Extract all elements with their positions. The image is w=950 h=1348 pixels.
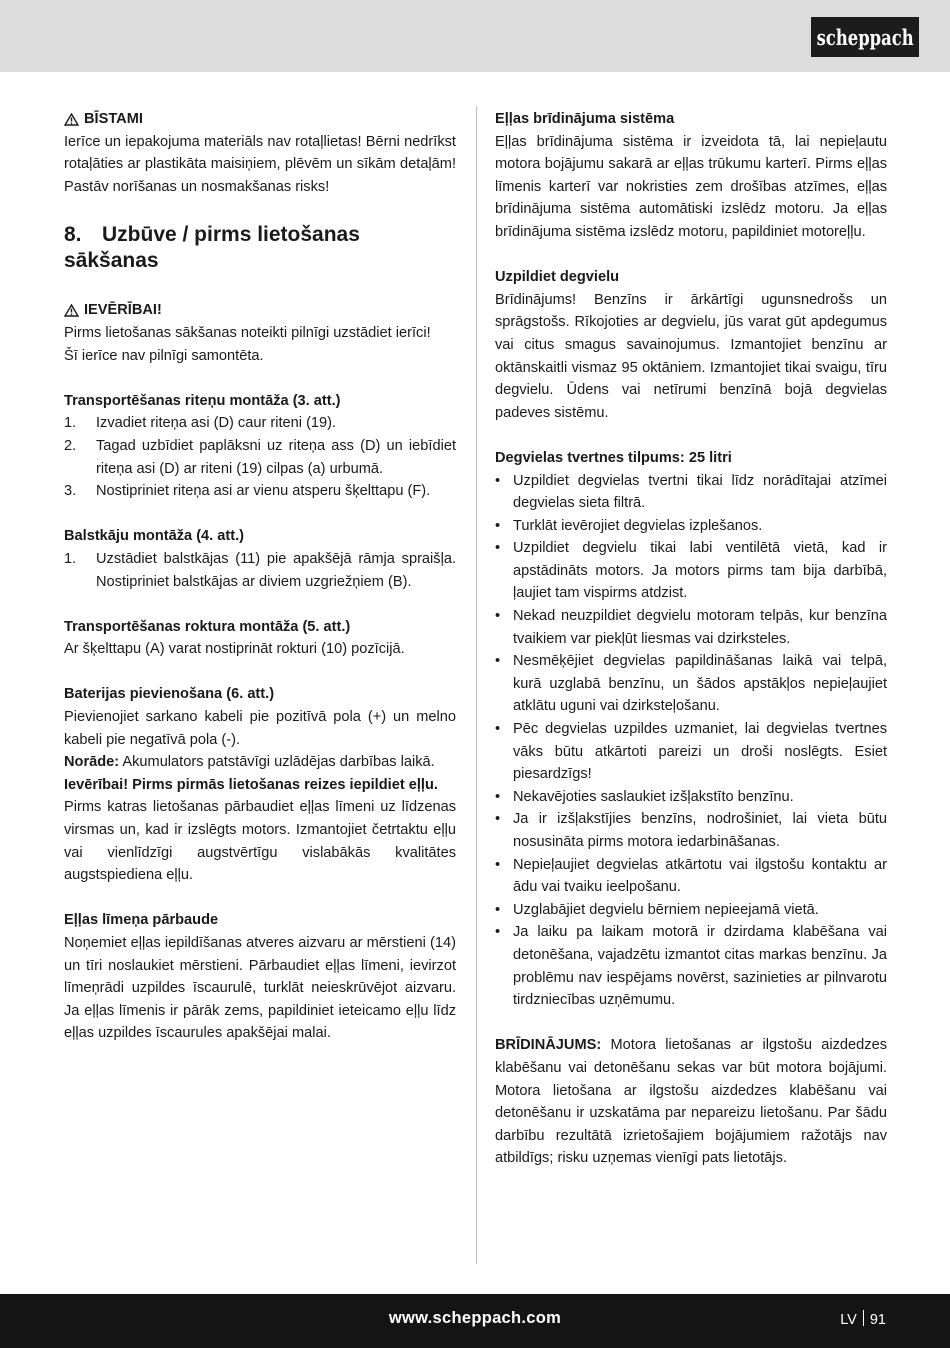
list-item: 3. Nostipriniet riteņa asi ar vienu atsperu šķelttapu (F).	[64, 483, 431, 500]
fill-warning: Ievērībai! Pirms pirmās lietošanas reizes iepildiet eļļu.	[64, 776, 438, 793]
battery-heading: Baterijas pievienošana (6. att.)	[64, 686, 275, 703]
feet-heading: Balstkāju montāža (4. att.)	[64, 528, 245, 545]
section-number: 8.	[64, 223, 82, 247]
list-item: • Nesmēķējiet degvielas papildināšanas laikā vai telpā, kurā uzglabā benzīnu, un šādos apstākļos nepieļaujiet atklātu uguni vai dzirksteļošanu.	[495, 653, 887, 715]
page-number	[840, 1310, 886, 1328]
danger-title: BĪSTAMI	[84, 111, 143, 127]
list-item: • Pēc degvielas uzpildes uzmaniet, lai degvielas tvertnes vāks būtu atkārtoti pareizi un droši noslēgts. Esiet piesardzīgs!	[495, 721, 887, 783]
list-item: • Nekad neuzpildiet degvielu motoram telpās, kur benzīna tvaikiem var piekļūt liesmas vai dzirksteles.	[495, 608, 887, 647]
danger-text: Ierīce un iepakojuma materiāls nav rotaļlietas! Bērni nedrīkst rotaļāties ar plastikāta maisiņiem, plēvēm un sīkām detaļām! Pastāv norīšanas un nosmakšanas risks!	[64, 133, 456, 195]
oil-warning-heading: Eļļas brīdinājuma sistēma	[495, 111, 675, 127]
attention-title: IEVĒRĪBAI!	[84, 302, 162, 319]
tank-bullets	[495, 470, 887, 1012]
wheels-heading: Transportēšanas riteņu montāža (3. att.)	[64, 392, 341, 409]
tank-heading: Degvielas tvertnes tilpums: 25 litri	[495, 449, 732, 466]
footer-url[interactable]: www.scheppach.com	[388, 1309, 562, 1327]
list-item: 2. Tagad uzbīdiet paplāksni uz riteņa ass (D) un iebīdiet riteņa asi (D) ar riteni (19) cilpas (a) urbumā.	[64, 437, 456, 477]
list-item: • Nepieļaujiet degvielas atkārtotu vai ilgstošu kontaktu ar ādu vai tvaiku ieelpošanu.	[495, 856, 887, 896]
danger-heading	[64, 108, 456, 131]
list-item: • Turklāt ievērojiet degvielas izplešanos.	[495, 517, 763, 534]
feet-steps	[64, 548, 456, 593]
note-paragraph	[64, 751, 456, 774]
column-divider	[476, 106, 477, 1264]
right-column	[495, 108, 887, 1170]
header-bar	[0, 0, 950, 72]
fuel-text: Brīdinājums! Benzīns ir ārkārtīgi ugunsnedrošs un sprāgstošs. Rīkojoties ar degvielu, jūs varat gūt apdegumus vai citus smagus savainojumus. Izmantojiet benzīnu ar oktānskaitli vismaz 95 oktāniem. Izmantojiet tikai svaigu, tīru degvielu. Ūdens vai netīrumi benzīnā bojā degvielas padeves sistēmu.	[495, 291, 887, 421]
handle-text: Ar šķelttapu (A) varat nostiprināt rokturi (10) pozīcijā.	[64, 641, 405, 658]
list-item: 1. Uzstādiet balstkājas (11) pie apakšējā rāmja spraišļa. Nostipriniet balstkājas ar diviem uzgriežņiem (B).	[64, 550, 456, 590]
final-warning-label: BRĪDINĀJUMS:	[495, 1037, 602, 1054]
language-code: LV	[840, 1312, 857, 1328]
fuel-heading: Uzpildiet degvielu	[495, 269, 620, 286]
page-number-value: 91	[869, 1312, 886, 1328]
final-warning-text: Motora lietošanas ar ilgstošu aizdedzes klabēšanu vai detonēšanu sekas var būt motora bojājumi. Motora lietošana ar ilgstošu aizdedzes klabēšanu vai detonēšanu ir uzskatāma par nepareizu lietošanu. Par šādu darbību rezultātā izrietošajiem bojājumiem ražotājs nav atbildīgs; risku uzņemas vienīgi pats lietotājs.	[495, 1037, 887, 1167]
attention-line-2: Šī ierīce nav pilnīgi samontēta.	[64, 347, 264, 364]
list-item: • Nekavējoties saslaukiet izšļakstīto benzīnu.	[495, 788, 794, 805]
warning-triangle-icon	[64, 304, 79, 317]
wheels-steps	[64, 412, 456, 502]
warning-triangle-icon	[64, 113, 79, 126]
brand-logo: scheppach	[811, 17, 919, 57]
attention-line-1: Pirms lietošanas sākšanas noteikti pilnīgi uzstādiet ierīci!	[64, 324, 431, 341]
note-text: Akumulators patstāvīgi uzlādējas darbības laikā.	[122, 754, 435, 771]
oil-level-text: Noņemiet eļļas iepildīšanas atveres aizvaru ar mērstieni (14) un tīri noslaukiet mērstieni. Pārbaudiet eļļas līmeni, ievirzot līmeņrādi uzpildes īscaurulē, turklāt neieskrūvējot aizvaru. Ja eļļas līmenis ir pārāk zems, papildiniet ieteicamo eļļu līdz eļļas uzpildes īscaurules apakšējai malai.	[64, 935, 456, 1042]
note-label: Norāde:	[64, 754, 120, 771]
final-warning	[495, 1034, 887, 1170]
list-item: 1. Izvadiet riteņa asi (D) caur riteni (19).	[64, 415, 337, 432]
footer-bar	[0, 1294, 950, 1348]
list-item: • Uzpildiet degvielu tikai labi ventilētā vietā, kad ir apstādināts motors. Ja motors pirms tam bija darbībā, ļaujiet tam vispirms atdzist.	[495, 540, 887, 602]
oil-level-heading: Eļļas līmeņa pārbaude	[64, 912, 219, 929]
section-title: Uzbūve / pirms lietošanas sākšanas	[64, 223, 360, 273]
list-item: • Uzglabājiet degvielu bērniem nepieejamā vietā.	[495, 901, 819, 918]
battery-text: Pievienojiet sarkano kabeli pie pozitīvā pola (+) un melno kabeli pie negatīvā pola (-).	[64, 709, 456, 748]
section-heading	[64, 222, 456, 274]
handle-heading: Transportēšanas roktura montāža (5. att.)	[64, 618, 351, 635]
attention-heading	[64, 299, 456, 322]
list-item: • Ja laiku pa laikam motorā ir dzirdama klabēšana vai detonēšana, vajadzētu izmantot citas markas benzīnu. Ja problēmu nav iespējams novērst, sazinieties ar pilnvarotu tirdzniecības uzņēmumu.	[495, 924, 887, 1009]
oil-check-text: Pirms katras lietošanas pārbaudiet eļļas līmeni uz līdzenas virsmas un, kad ir izslēgts motors. Izmantojiet četrtaktu eļļu vai vienlīdzīgi augstvērtīgu vislabākās kvalitātes augstspiediena eļļu.	[64, 799, 456, 884]
oil-warning-text: Eļļas brīdinājuma sistēma ir izveidota tā, lai nepieļautu motora bojājumu sakarā ar eļļas trūkumu karterī. Pirms eļļas līmenis karterī var nokristies zem drošības atzīmes, eļļas brīdinājuma sistēma automātiski izslēdz motoru. Ja eļļas brīdinājuma sistēma izslēdz motoru, papildiniet motoreļļu.	[495, 133, 887, 240]
list-item: • Ja ir izšļakstījies benzīns, nodrošiniet, lai vieta būtu nosusināta pirms motora iedarbināšanas.	[495, 811, 887, 850]
left-column	[64, 108, 456, 1045]
list-item: • Uzpildiet degvielas tvertni tikai līdz norādītajai atzīmei degvielas sieta filtrā.	[495, 472, 887, 512]
